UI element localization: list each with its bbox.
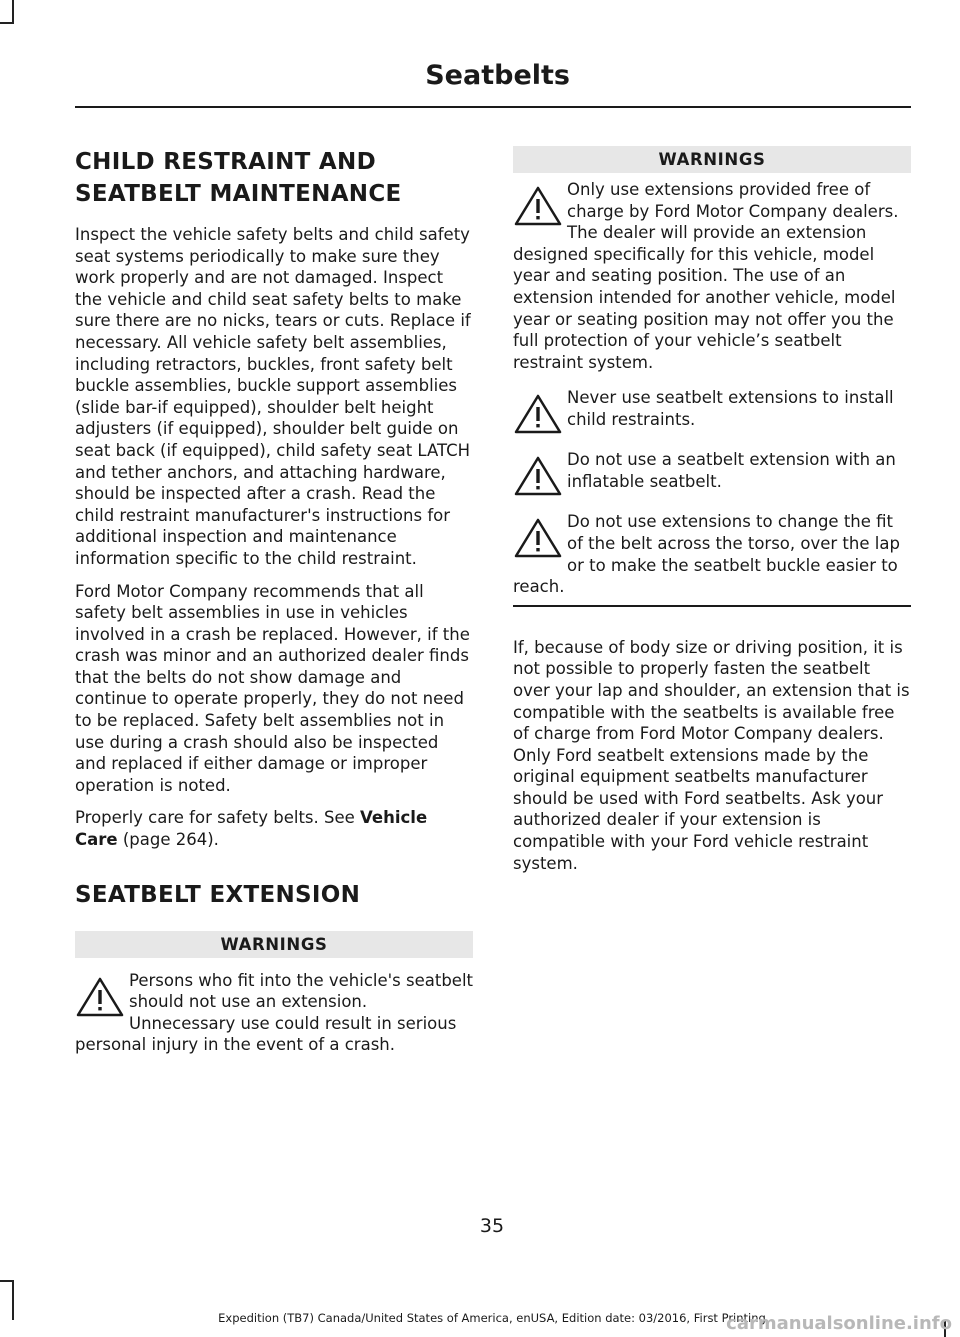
- warnings-header: WARNINGS: [75, 931, 473, 958]
- warning-item: Only use extensions provided free of charge by Ford Motor Company dealers. The dealer will provide an extension designed specifically for this vehicle, model year and seating position. The use of an extension intended for another vehicle, model year or seating position may not offer you the full protection of your vehicle’s seatbelt restraint system.: [513, 180, 899, 372]
- warning-item: Do not use a seatbelt extension with an inflatable seatbelt.: [513, 449, 911, 497]
- warning-triangle-icon: [513, 393, 563, 435]
- footer-edition-info: Expedition (TB7) Canada/United States of America, enUSA, Edition date: 03/2016, First Printing: [218, 1311, 766, 1325]
- warning-item: Never use seatbelt extensions to install child restraints.: [513, 387, 911, 435]
- warning-triangle-icon: [513, 185, 563, 227]
- warning-item: Do not use extensions to change the fit of the belt across the torso, over the lap or to make the seatbelt buckle easier to reach.: [513, 512, 900, 597]
- paragraph: Ford Motor Company recommends that all safety belt assemblies in use in vehicles involved in a crash be replaced. However, if the crash was minor and an authorized dealer finds that the belts do not show damage and continue to operate properly, they do not need to be replaced. Safety belt assemblies not in use during a crash should also be inspected and replaced if either damage or improper operation is noted.: [75, 581, 470, 795]
- warning-triangle-icon: [513, 455, 563, 497]
- paragraph-care-reference: Properly care for safety belts. See Vehicle Care (page 264).: [75, 808, 428, 850]
- warnings-box: [75, 931, 473, 1056]
- watermark: carmanualsonline.info: [726, 1313, 952, 1334]
- section-heading-extension: SEATBELT EXTENSION: [75, 881, 361, 908]
- warnings-box: [513, 146, 911, 607]
- crop-mark: [12, 0, 14, 24]
- crop-mark: [0, 1280, 14, 1282]
- paragraph: If, because of body size or driving position, it is not possible to properly fasten the seatbelt over your lap and shoulder, an extension that is compatible with the seatbelts is available free of charge from Ford Motor Company dealers. Only Ford seatbelt extensions made by the original equipment seatbelts manufacturer should be used with Ford seatbelts. Ask your authorized dealer if your extension is compatible with your Ford vehicle restraint system.: [513, 637, 910, 873]
- right-column: [513, 146, 911, 885]
- page-title: Seatbelts: [425, 60, 570, 91]
- warning-triangle-icon: [513, 517, 563, 559]
- section-heading-maintenance: CHILD RESTRAINT AND SEATBELT MAINTENANCE: [75, 149, 402, 207]
- page-number: 35: [479, 1215, 505, 1237]
- header-divider: [75, 106, 911, 108]
- crop-mark: [0, 22, 14, 24]
- warnings-end-divider: [513, 605, 911, 607]
- left-column: [75, 146, 473, 1070]
- warning-item: Persons who fit into the vehicle's seatbelt should not use an extension. Unnecessary use could result in serious personal injury in the event of a crash.: [75, 970, 474, 1055]
- warnings-header: WARNINGS: [513, 146, 911, 173]
- warning-triangle-icon: [75, 976, 125, 1018]
- vehicle-care-link[interactable]: Vehicle Care: [75, 808, 428, 850]
- paragraph: Inspect the vehicle safety belts and child safety seat systems periodically to make sure they work properly and are not damaged. Inspect the vehicle and child seat safety belts to make sure there are no nicks, tears or cuts. Replace if necessary. All vehicle safety belt assemblies, including retractors, buckles, front safety belt buckle assemblies, buckle support assemblies (slide bar-if equipped), shoulder belt height adjusters (if equipped), shoulder belt guide on seat back (if equipped), child safety seat LATCH and tether anchors, and attaching hardware, should be inspected after a crash. Read the child restraint manufacturer's instructions for additional inspection and maintenance information specific to the child restraint.: [75, 225, 471, 568]
